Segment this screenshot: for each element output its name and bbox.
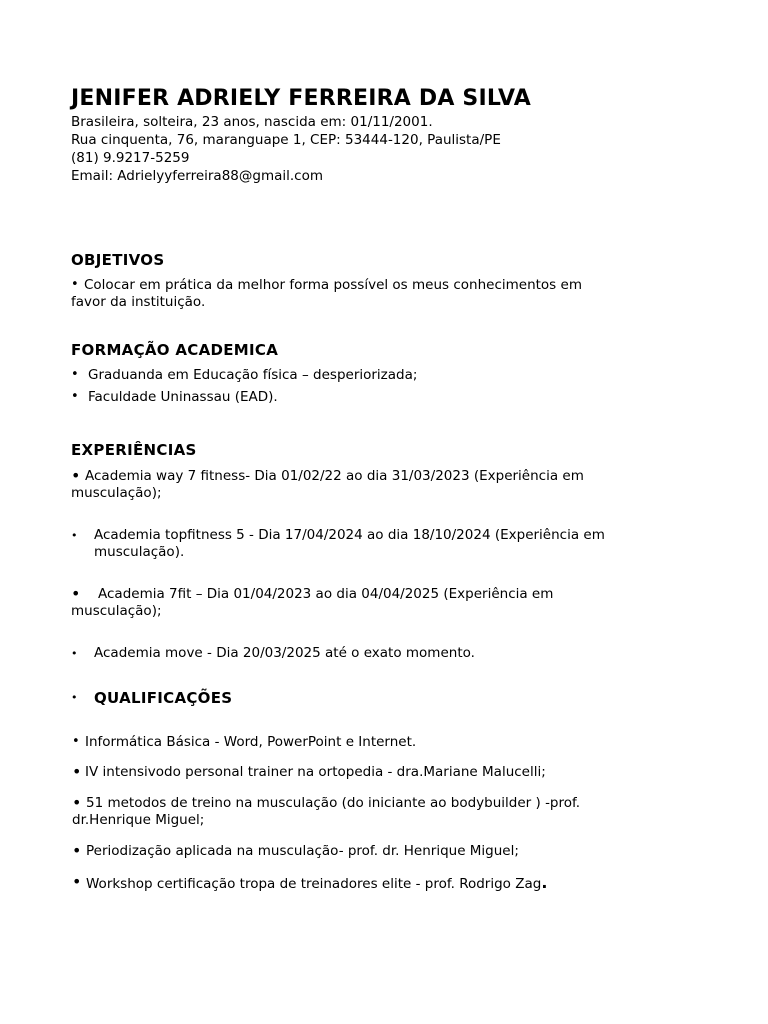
experiencia-bullet: • xyxy=(71,584,81,603)
experiencia-bullet: • xyxy=(71,529,78,542)
qualificacao-item: 51 metodos de treino na musculação (do iniciante ao bodybuilder ) -prof. dr.Henrique Miguel; xyxy=(72,795,581,828)
formacao-bullet: • xyxy=(71,367,79,382)
objetivos-text: Colocar em prática da melhor forma possível os meus conhecimentos em favor da instituição. xyxy=(71,277,582,310)
personal-info-line: Brasileira, solteira, 23 anos, nascida em: 01/11/2001. xyxy=(71,114,433,130)
formacao-item: Graduanda em Educação física – desperiorizada; xyxy=(88,367,418,383)
formacao-item: Faculdade Uninassau (EAD). xyxy=(88,389,278,405)
experiencia-item: Academia move - Dia 20/03/2025 até o exato momento. xyxy=(94,645,475,661)
candidate-name: JENIFER ADRIELY FERREIRA DA SILVA xyxy=(71,86,531,111)
formacao-bullet: • xyxy=(71,389,79,404)
experiencia-item: Academia topfitness 5 - Dia 17/04/2024 ao dia 18/10/2024 (Experiência em musculação). xyxy=(94,527,605,560)
trailing-period: . xyxy=(541,873,548,892)
qualificacao-item-text: Workshop certificação tropa de treinadores elite - prof. Rodrigo Zag xyxy=(86,876,542,892)
email-line: Email: Adrielyyferreira88@gmail.com xyxy=(71,168,323,184)
experiencia-bullet: • xyxy=(71,647,78,660)
phone-line: (81) 9.9217-5259 xyxy=(71,150,190,166)
experiencia-bullet: • xyxy=(71,466,81,485)
qualificacao-item: IV intensivodo personal trainer na ortopedia - dra.Mariane Malucelli; xyxy=(85,764,546,780)
qualificacoes-heading: QUALIFICAÇÕES xyxy=(94,689,233,707)
objetivos-heading: OBJETIVOS xyxy=(71,251,165,269)
qualificacao-item xyxy=(86,874,547,893)
address-line: Rua cinquenta, 76, maranguape 1, CEP: 53444-120, Paulista/PE xyxy=(71,132,501,148)
qualificacao-bullet: • xyxy=(72,841,82,860)
qualificacao-item: Informática Básica - Word, PowerPoint e Internet. xyxy=(85,734,417,750)
qualificacoes-heading-bullet: • xyxy=(71,691,78,704)
objetivos-bullet: • xyxy=(71,277,79,292)
experiencia-item: Academia way 7 fitness- Dia 01/02/22 ao dia 31/03/2023 (Experiência em musculação); xyxy=(71,468,584,501)
formacao-heading: FORMAÇÃO ACADEMICA xyxy=(71,341,279,359)
qualificacao-bullet: • xyxy=(72,762,82,781)
qualificacao-bullet: • xyxy=(72,734,80,749)
qualificacao-bullet: • xyxy=(72,793,82,812)
qualificacao-item: Periodização aplicada na musculação- prof. dr. Henrique Miguel; xyxy=(86,843,519,859)
qualificacao-bullet: • xyxy=(72,872,82,891)
experiencias-heading: EXPERIÊNCIAS xyxy=(71,441,197,459)
experiencia-item: Academia 7fit – Dia 01/04/2023 ao dia 04/04/2025 (Experiência em musculação); xyxy=(71,586,554,619)
